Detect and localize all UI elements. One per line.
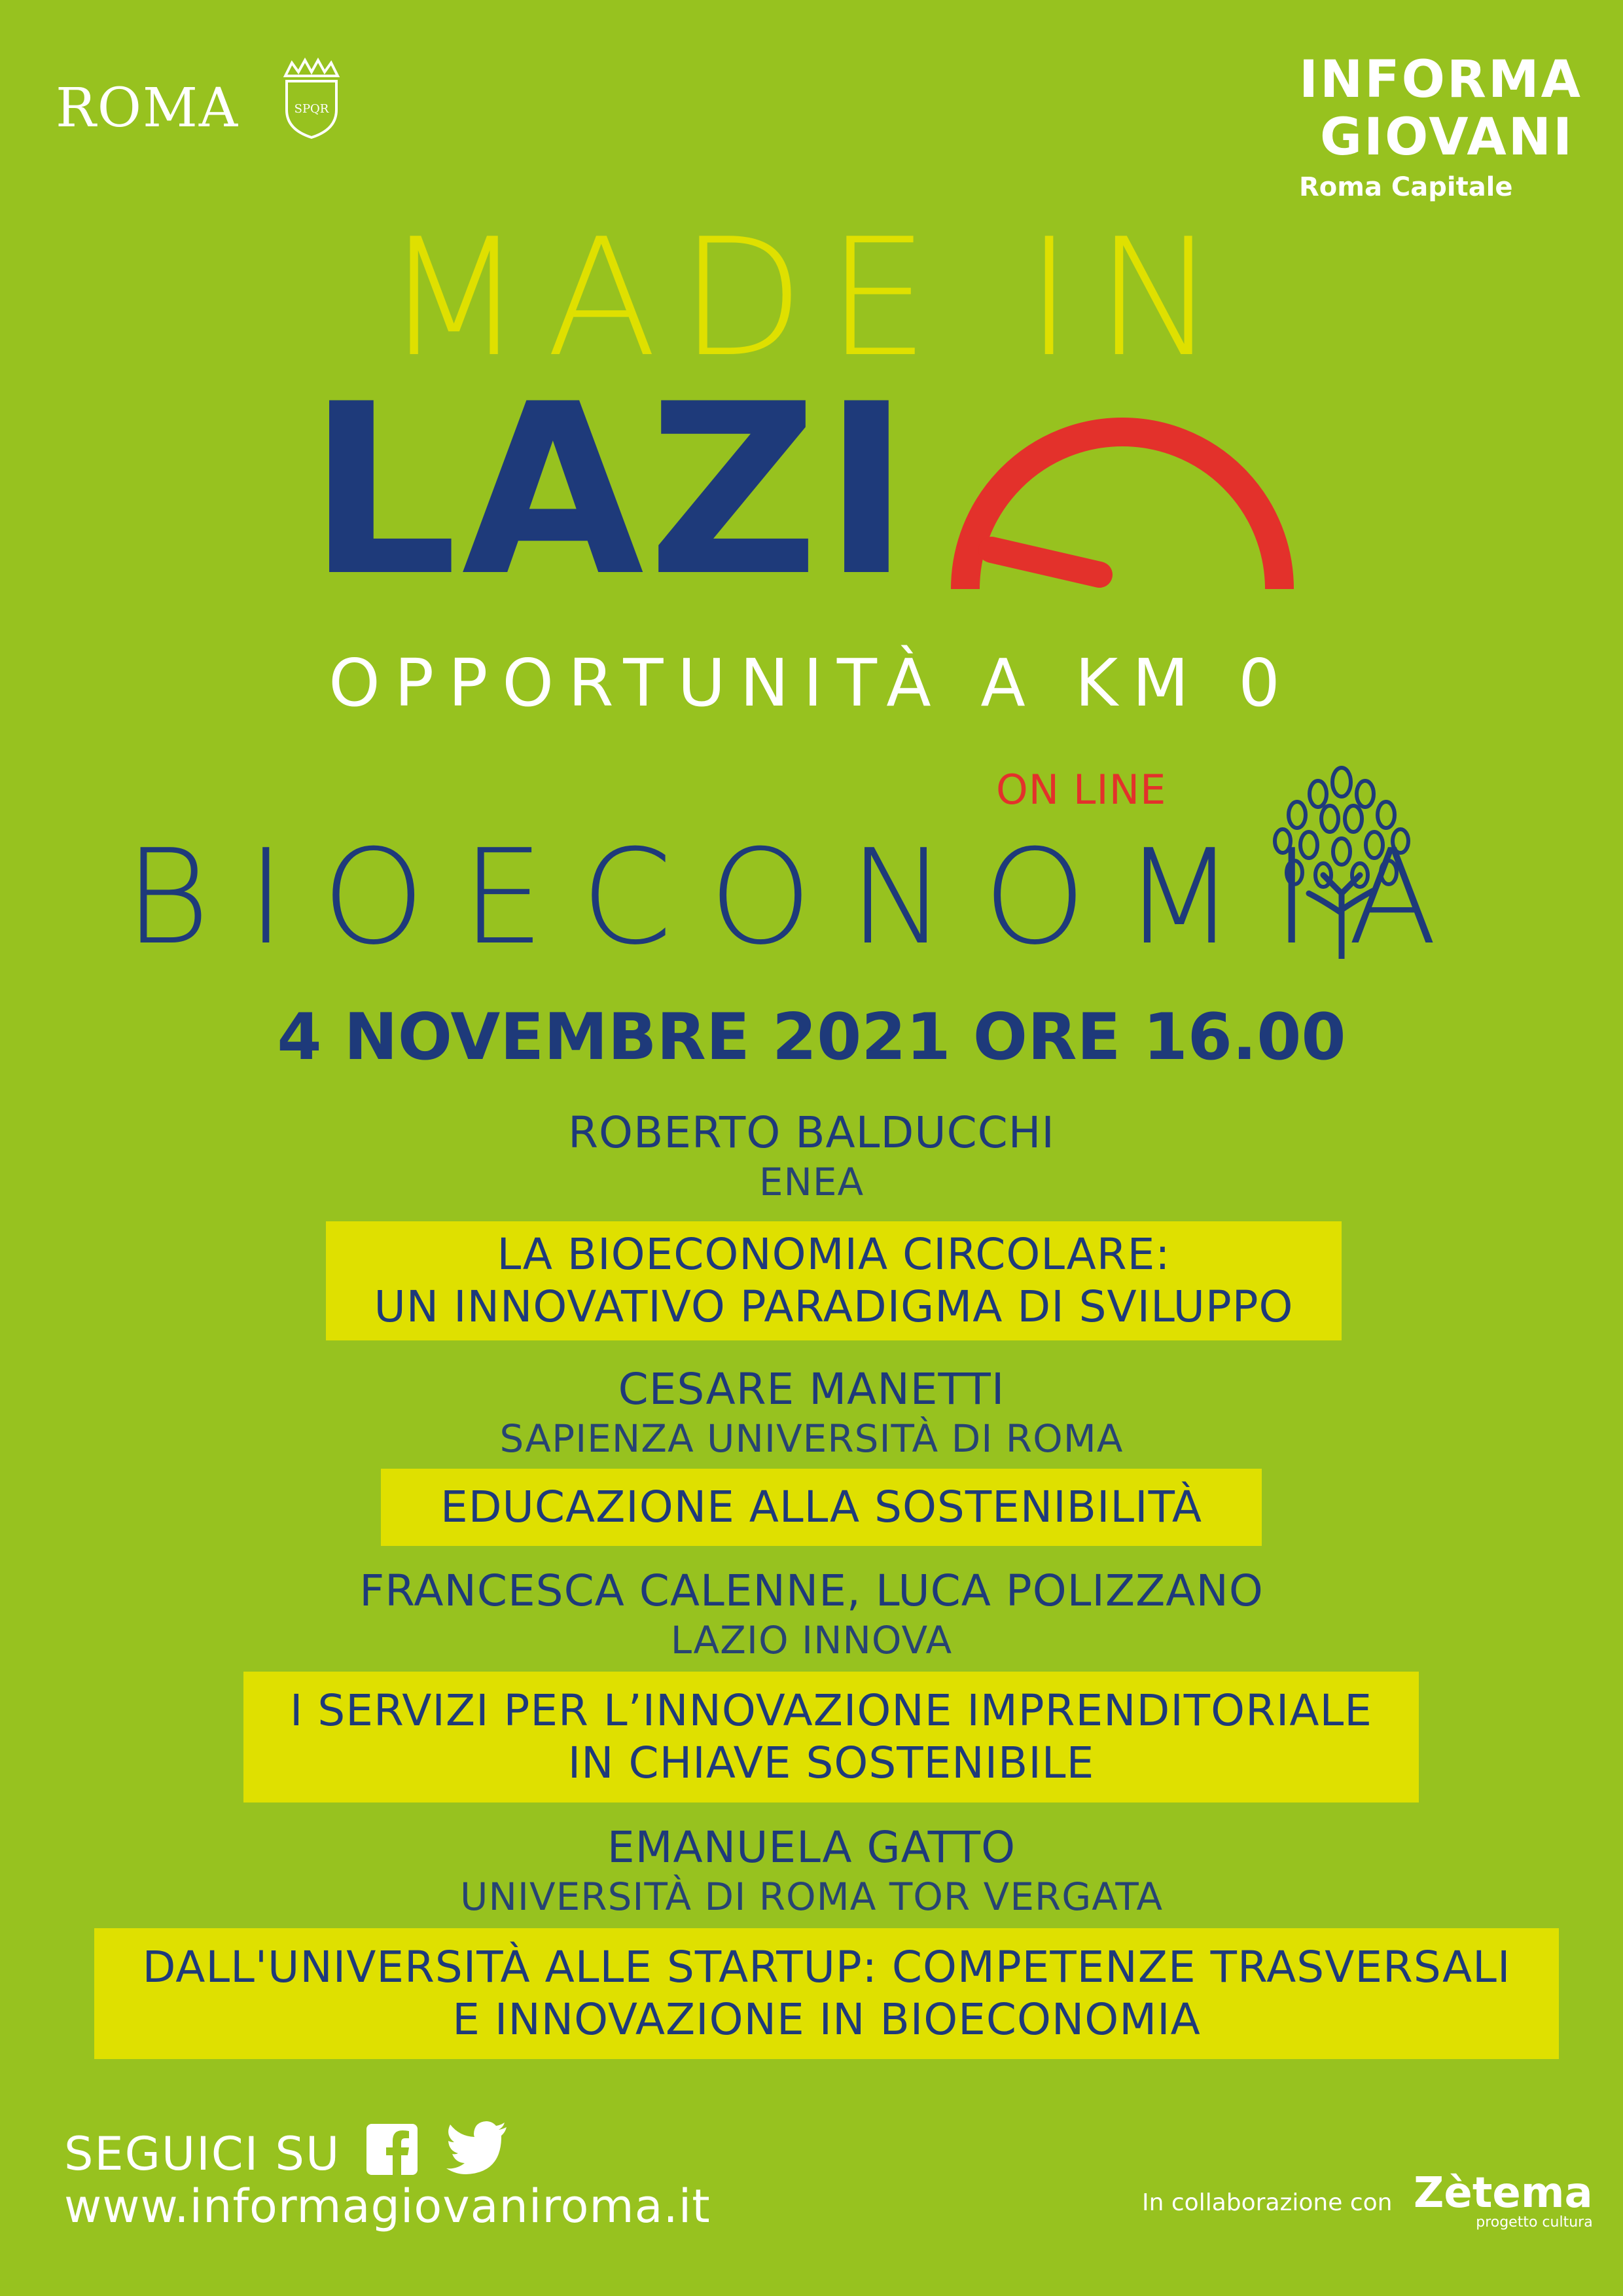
informagiovani-line3: Roma Capitale — [1299, 172, 1513, 202]
speaker-name: EMANUELA GATTO — [607, 1822, 1016, 1873]
informagiovani-line2: GIOVANI — [1320, 108, 1574, 167]
talk-title-box — [94, 1928, 1559, 2059]
tree-icon — [1263, 762, 1420, 959]
lazio-o-gauge-icon — [939, 367, 1306, 615]
crest-text: SPQR — [294, 102, 329, 116]
zetema-logo-text: Zètema — [1414, 2169, 1593, 2217]
speaker-affiliation: ENEA — [758, 1160, 865, 1204]
zetema-logo-subtitle: progetto cultura — [1476, 2214, 1593, 2231]
speaker-affiliation: LAZIO INNOVA — [670, 1618, 953, 1662]
speaker-affiliation: UNIVERSITÀ DI ROMA TOR VERGATA — [460, 1874, 1163, 1919]
talk-title-line: E INNOVAZIONE IN BIOECONOMIA — [452, 1994, 1201, 2045]
talk-title-box — [326, 1221, 1342, 1340]
speaker-name: CESARE MANETTI — [618, 1364, 1005, 1414]
talk-title-line: UN INNOVATIVO PARADIGMA DI SVILUPPO — [374, 1282, 1294, 1332]
title-lazio-letters: LAZI — [308, 353, 914, 628]
facebook-icon[interactable] — [366, 2124, 418, 2175]
speaker-affiliation: SAPIENZA UNIVERSITÀ DI ROMA — [499, 1416, 1124, 1461]
talk-title-line: IN CHIAVE SOSTENIBILE — [567, 1738, 1095, 1788]
zetema-logo — [1414, 2169, 1593, 2231]
talk-title-line: LA BIOECONOMIA CIRCOLARE: — [497, 1229, 1171, 1280]
event-date: 4 NOVEMBRE 2021 ORE 16.00 — [277, 1000, 1346, 1075]
title-made-in: MADE IN — [383, 204, 1240, 393]
talk-title-line: I SERVIZI PER L’INNOVAZIONE IMPRENDITORIALE — [289, 1685, 1373, 1736]
topic-title: BIOECONOMIA — [124, 821, 1474, 974]
talk-title-box — [381, 1469, 1262, 1546]
talk-title-line: DALL'UNIVERSITÀ ALLE STARTUP: COMPETENZE TRASVERSALI — [142, 1942, 1511, 1992]
twitter-icon[interactable] — [445, 2121, 508, 2174]
informagiovani-logo — [1299, 51, 1582, 204]
talk-title-box — [243, 1672, 1419, 1803]
follow-us-label: SEGUICI SU — [64, 2127, 341, 2181]
online-label: ON LINE — [996, 766, 1167, 814]
talk-title-line: EDUCAZIONE ALLA SOSTENIBILITÀ — [440, 1482, 1202, 1532]
roma-crest-icon — [279, 58, 344, 139]
collaboration-label: In collaborazione con — [1142, 2189, 1393, 2216]
subtitle: OPPORTUNITÀ A KM 0 — [329, 645, 1294, 721]
roma-logo-text: ROMA — [56, 77, 240, 139]
website-link[interactable]: www.informagiovaniroma.it — [64, 2179, 711, 2233]
speaker-name: ROBERTO BALDUCCHI — [568, 1107, 1055, 1158]
informagiovani-line1: INFORMA — [1299, 50, 1582, 109]
speaker-name: FRANCESCA CALENNE, LUCA POLIZZANO — [359, 1566, 1264, 1616]
